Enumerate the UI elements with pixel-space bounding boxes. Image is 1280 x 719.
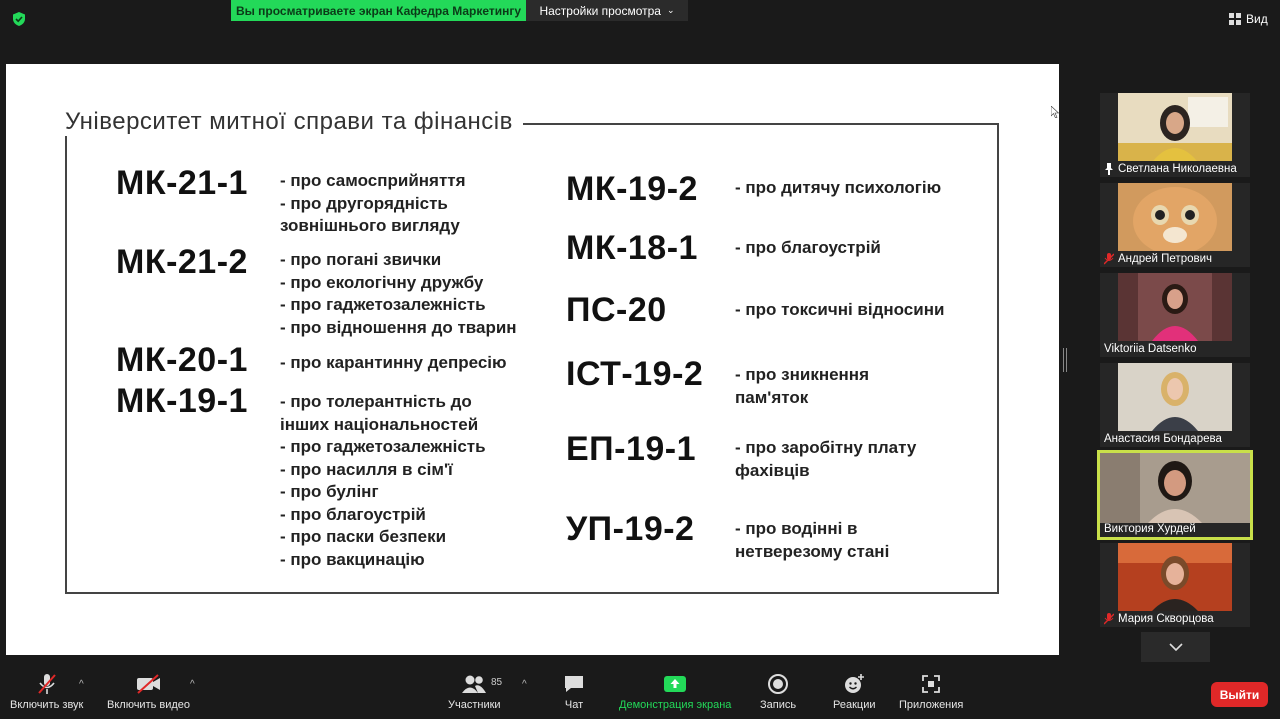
participant-video-woman-glasses-icon — [1118, 93, 1232, 161]
panel-resize-handle[interactable] — [1063, 348, 1067, 372]
share-screen-icon — [663, 674, 687, 694]
participant-tile-active-speaker[interactable] — [1097, 450, 1253, 540]
participant-name-row — [1104, 523, 1246, 535]
share-screen-label: Демонстрация экрана — [619, 699, 732, 711]
chat-button[interactable] — [563, 672, 585, 711]
top-bar — [0, 0, 1280, 40]
mouse-cursor-icon — [1051, 106, 1059, 118]
participant-name-row — [1104, 163, 1246, 175]
topic-item: інших національностей — [280, 414, 479, 434]
participants-options-caret-icon[interactable]: ^ — [522, 679, 527, 690]
topic-item: - про дитячу психологію — [735, 178, 942, 197]
participant-video-woman-pink-icon — [1118, 273, 1232, 341]
participant-name: Светлана Николаевна — [1118, 163, 1237, 175]
apps-icon — [921, 674, 941, 694]
participant-name: Viktoriia Datsenko — [1104, 343, 1197, 355]
view-button[interactable] — [1229, 8, 1273, 30]
shared-screen-slide — [6, 64, 1059, 655]
mic-off-icon — [37, 673, 57, 695]
participant-name-row — [1104, 253, 1246, 265]
participants-icon — [461, 674, 487, 694]
start-video-button[interactable] — [107, 672, 190, 711]
group-topics — [735, 364, 869, 409]
group-code: МК-18-1 — [566, 229, 698, 267]
topic-item: - про токсичні відносини — [735, 300, 945, 319]
group-topics — [735, 237, 881, 260]
participant-name-row — [1104, 613, 1246, 625]
topic-item: - про самосприйняття — [280, 171, 466, 190]
topic-item: - про насилля в сім'ї — [280, 459, 453, 479]
start-video-label: Включить видео — [107, 699, 191, 711]
group-topics — [280, 170, 466, 238]
participant-name: Андрей Петрович — [1118, 253, 1213, 265]
video-options-caret-icon[interactable]: ^ — [190, 679, 195, 690]
topic-item: - про благоустрій — [280, 504, 426, 524]
topic-item: - про водінні в — [735, 519, 858, 538]
group-code: ПС-20 — [566, 291, 667, 329]
group-code: УП-19-2 — [566, 510, 695, 548]
chevron-down-icon — [1169, 643, 1183, 651]
view-settings-label: Настройки просмотра — [539, 3, 661, 18]
topic-item: - про другорядність — [280, 193, 448, 213]
security-shield-icon[interactable] — [11, 11, 27, 27]
apps-label: Приложения — [899, 699, 964, 711]
topic-item: нетверезому стані — [735, 541, 890, 561]
participant-tile[interactable] — [1100, 183, 1250, 267]
leave-meeting-button[interactable]: Выйти — [1211, 682, 1268, 707]
topic-item: - про булінг — [280, 482, 379, 501]
share-screen-button[interactable] — [619, 672, 731, 711]
reactions-button[interactable] — [833, 672, 876, 711]
participant-tile[interactable] — [1100, 543, 1250, 627]
topic-item: - про екологічну дружбу — [280, 272, 484, 292]
participants-count: 85 — [491, 677, 503, 688]
participant-name-row — [1104, 433, 1246, 445]
group-topics — [735, 518, 889, 563]
topic-item: - про толерантність до — [280, 392, 472, 411]
camera-off-icon — [136, 674, 162, 694]
topic-item: - про гаджетозалежність — [280, 437, 486, 456]
apps-button[interactable] — [899, 672, 963, 711]
record-icon — [767, 673, 789, 695]
grid-view-icon — [1229, 13, 1241, 25]
topic-item: - про благоустрій — [735, 238, 881, 257]
screen-share-banner: Вы просматриваете экран Кафедра Маркетингу — [231, 0, 526, 21]
participant-name: Анастасия Бондарева — [1104, 433, 1222, 445]
unmute-button[interactable] — [10, 672, 83, 711]
participant-video-woman-dark-hair-icon — [1100, 453, 1250, 523]
participant-tile[interactable] — [1100, 273, 1250, 357]
pin-icon — [1104, 163, 1114, 175]
record-button[interactable] — [760, 672, 796, 711]
participant-video-cat-icon — [1118, 183, 1232, 251]
slide-title: Університет митної справи та фінансів — [65, 108, 523, 136]
topic-item: - про зникнення — [735, 365, 869, 384]
topic-item: - про погані звички — [280, 250, 442, 269]
group-code: МК-20-1 — [116, 341, 248, 379]
smiley-plus-icon — [843, 673, 865, 695]
group-code: МК-19-2 — [566, 170, 698, 208]
participants-label: Участники — [448, 699, 501, 711]
chat-icon — [563, 674, 585, 694]
participant-video-woman-red-bg-icon — [1118, 543, 1232, 611]
view-label: Вид — [1246, 12, 1268, 26]
reactions-label: Реакции — [833, 699, 876, 711]
group-topics — [280, 391, 486, 571]
topic-item: - про вакцинацію — [280, 549, 425, 569]
unmute-label: Включить звук — [10, 699, 84, 711]
topic-item: - про заробітну плату — [735, 438, 917, 457]
mic-off-icon — [1104, 253, 1114, 265]
audio-options-caret-icon[interactable]: ^ — [79, 679, 84, 690]
group-topics — [280, 352, 507, 375]
group-topics — [735, 177, 941, 200]
topic-item: фахівців — [735, 460, 810, 480]
topic-item: зовнішнього вигляду — [280, 216, 460, 235]
group-code: ЕП-19-1 — [566, 430, 696, 468]
group-topics — [280, 249, 517, 339]
group-topics — [735, 437, 916, 482]
topic-item: - про паски безпеки — [280, 527, 447, 546]
group-code: МК-21-1 — [116, 164, 248, 202]
view-settings-dropdown[interactable] — [526, 0, 688, 21]
group-code: МК-21-2 — [116, 243, 248, 281]
more-participants-button[interactable] — [1141, 632, 1210, 662]
topic-item: пам'яток — [735, 387, 809, 407]
participant-name: Мария Скворцова — [1118, 613, 1214, 625]
chat-label: Чат — [564, 699, 584, 711]
participant-tile[interactable] — [1100, 363, 1250, 447]
record-label: Запись — [760, 699, 797, 711]
participant-name: Виктория Хурдей — [1104, 523, 1196, 535]
chevron-down-icon: ⌄ — [666, 5, 675, 15]
topic-item: - про відношення до тварин — [280, 317, 517, 337]
participant-video-woman-blonde-icon — [1118, 363, 1232, 431]
participant-name-row — [1104, 343, 1246, 355]
group-code: ІСТ-19-2 — [566, 355, 704, 393]
group-topics — [735, 299, 944, 322]
mic-off-icon — [1104, 613, 1114, 625]
participant-tile[interactable] — [1100, 93, 1250, 177]
topic-item: - про карантинну депресію — [280, 353, 507, 372]
group-code: МК-19-1 — [116, 382, 248, 420]
topic-item: - про гаджетозалежність — [280, 295, 486, 314]
